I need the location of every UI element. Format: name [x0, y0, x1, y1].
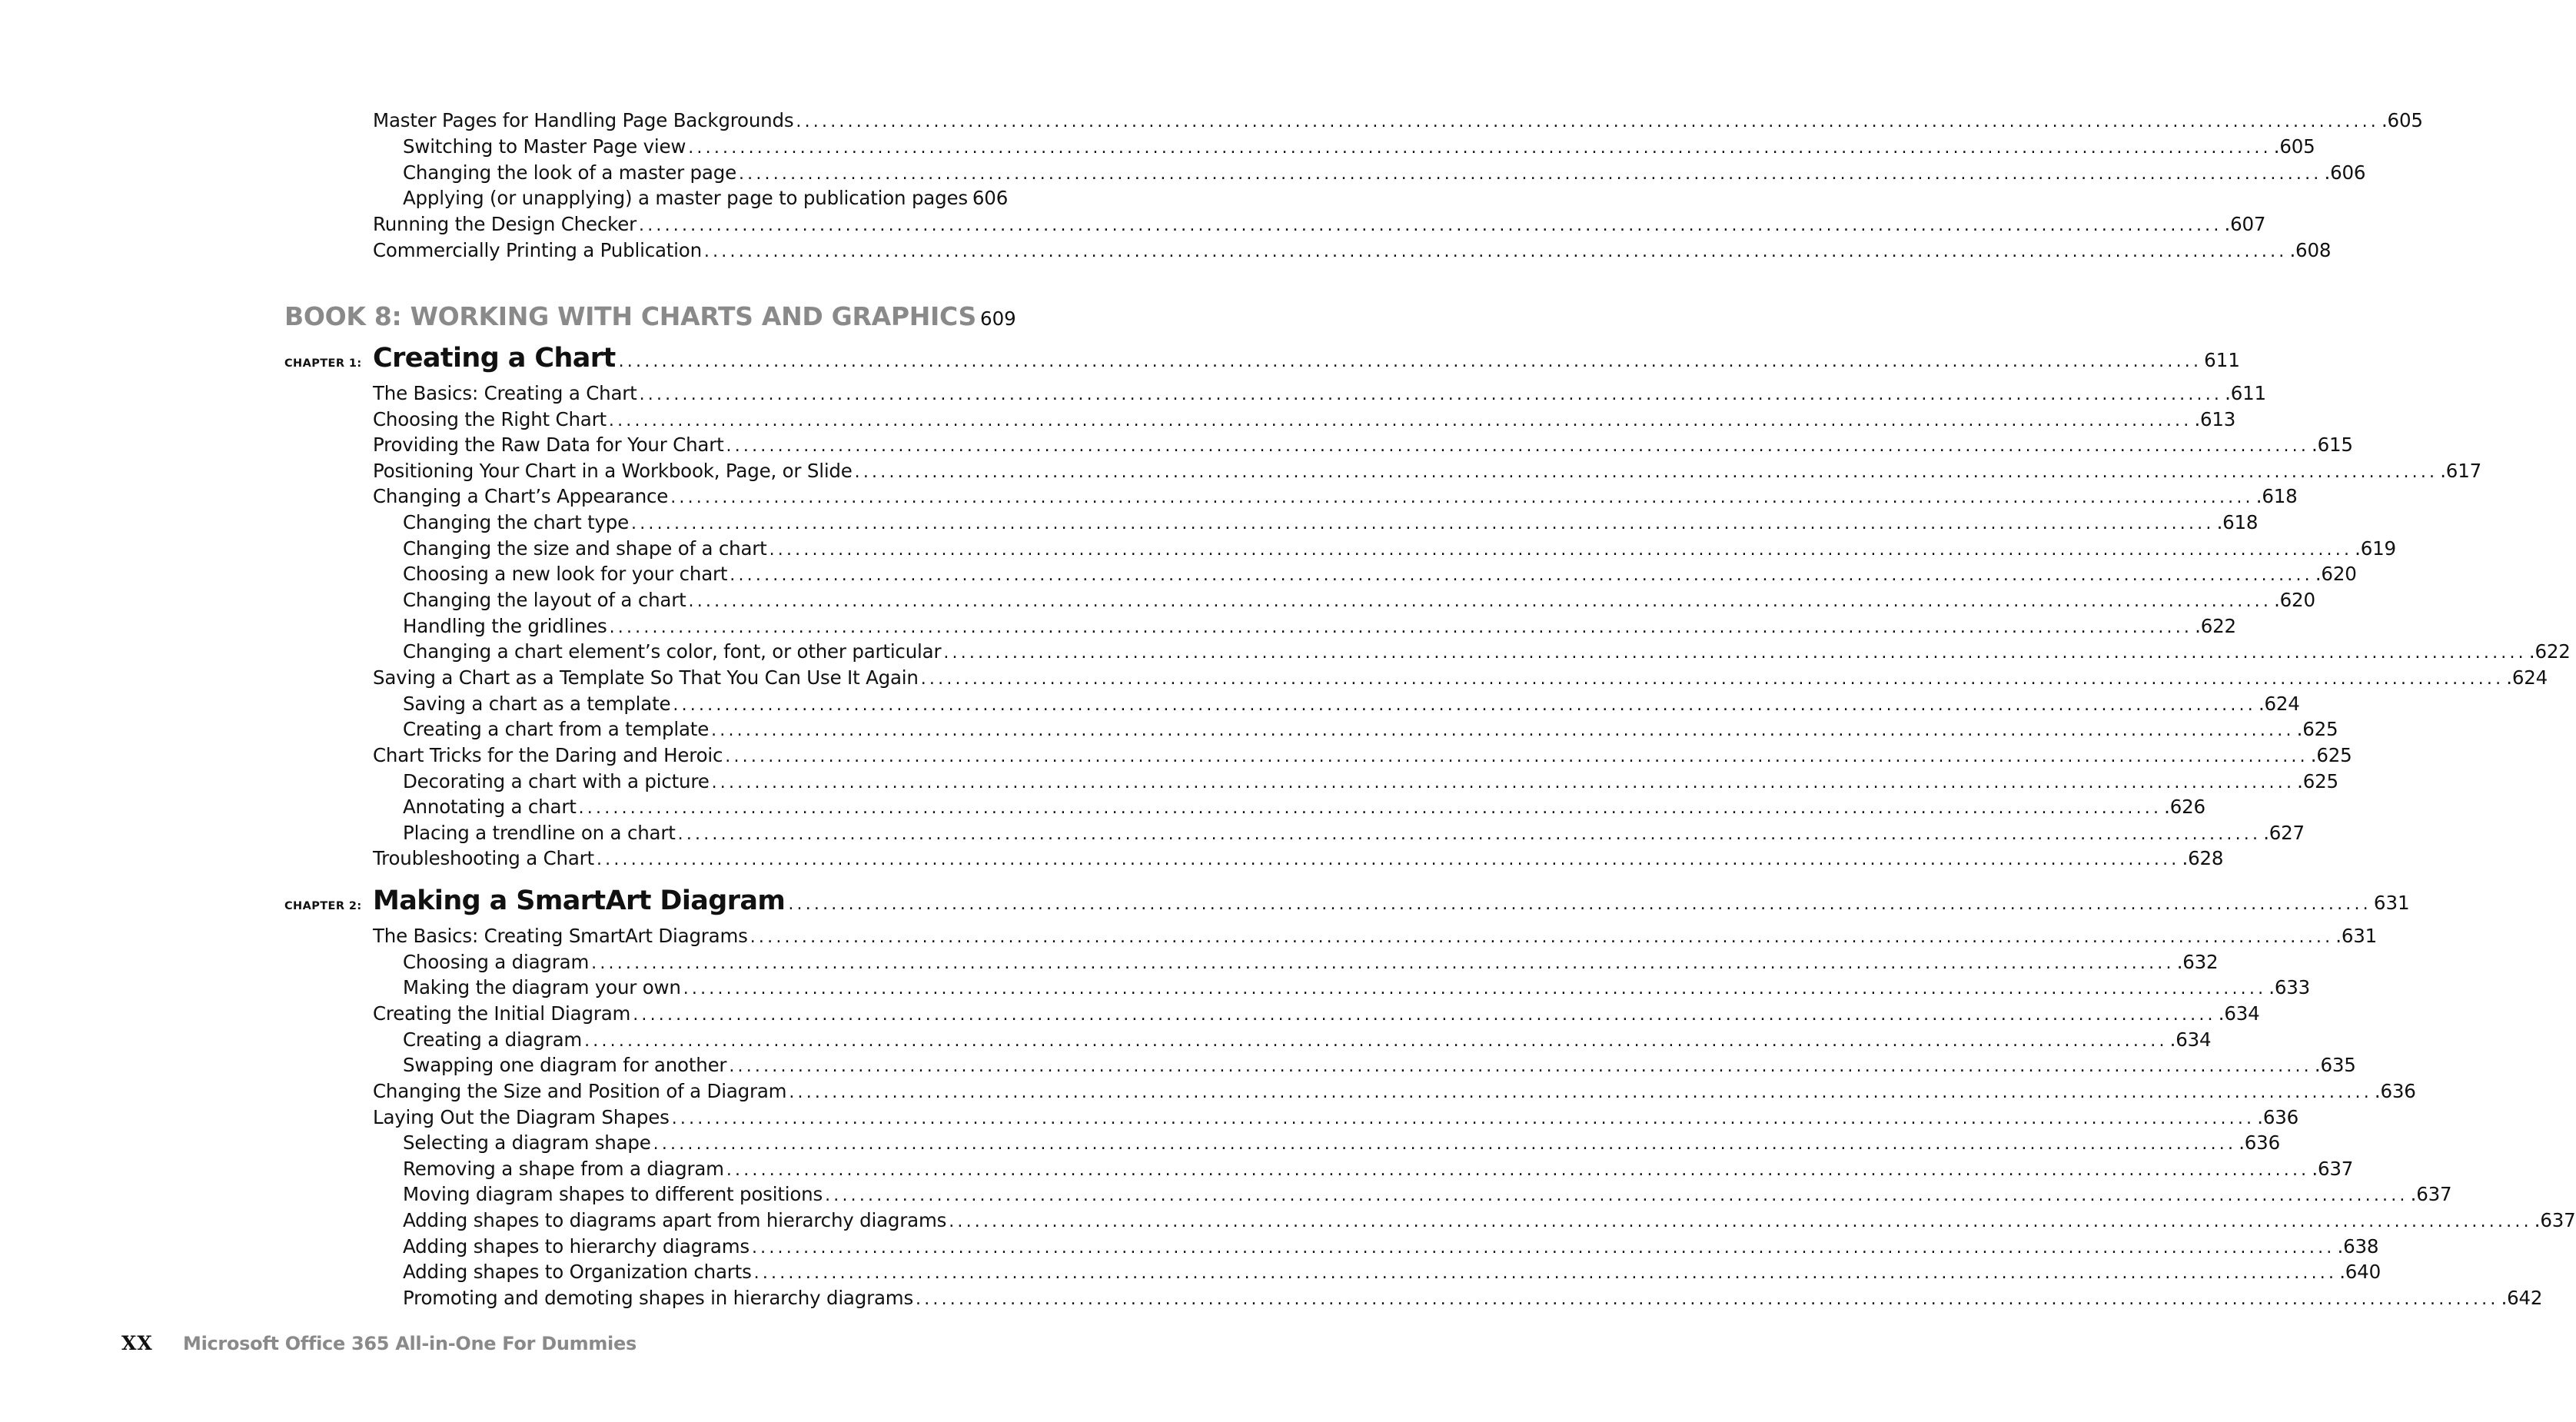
toc-entry-title: Placing a trendline on a chart	[403, 822, 676, 844]
chapter-title: Making a SmartArt Diagram	[373, 885, 786, 916]
toc-entry-title: Removing a shape from a diagram	[403, 1158, 724, 1180]
dot-leader: ........................................................................................................................................................................................	[949, 1212, 2532, 1231]
toc-entry	[373, 434, 2353, 459]
dot-leader: ........................................................................................................................................................................................	[639, 385, 2223, 404]
dot-leader: ........................................................................................................................................................................................	[730, 566, 2313, 585]
toc-entry-title: Selecting a diagram shape	[403, 1131, 651, 1154]
toc-entry-title: Handling the gridlines	[403, 615, 607, 637]
dot-leader: ........................................................................................................................................................................................	[916, 1290, 2499, 1309]
toc-entry-page: .613	[2194, 408, 2236, 430]
toc-entry-title: Creating a diagram	[403, 1028, 583, 1051]
toc-entry	[403, 1183, 2452, 1208]
dot-leader: ........................................................................................................................................................................................	[711, 773, 2295, 792]
dot-leader: ........................................................................................................................................................................................	[688, 592, 2272, 611]
dot-leader: ........................................................................................................................................................................................	[789, 1083, 2372, 1102]
toc-entry-title: Decorating a chart with a picture	[403, 770, 710, 792]
dot-leader: ........................................................................................................................................................................................	[596, 850, 2180, 869]
toc-entry	[403, 563, 2357, 588]
running-book-title: Microsoft Office 365 All-in-One For Dummies	[183, 1333, 637, 1354]
page-folio: XX	[121, 1332, 153, 1354]
dot-leader: ........................................................................................................................................................................................	[726, 1161, 2310, 1180]
toc-entry-title: Changing the look of a master page	[403, 161, 736, 184]
toc-entry-page: .619	[2355, 537, 2396, 560]
toc-entry-title: Changing the Size and Position of a Diagram	[373, 1080, 787, 1102]
toc-entry-title: Making the diagram your own	[403, 976, 681, 998]
toc-entry-page: .634	[2169, 1028, 2212, 1051]
toc-entry-page: .622	[2528, 640, 2571, 663]
toc-entry-title: Changing the size and shape of a chart	[403, 537, 767, 560]
toc-entry	[373, 213, 2266, 238]
toc-entry-title: Choosing a new look for your chart	[403, 563, 728, 585]
toc-entry-page: .605	[2381, 109, 2423, 131]
toc-entry	[403, 1261, 2381, 1286]
dot-leader: ........................................................................................................................................................................................	[584, 1032, 2168, 1051]
dot-leader: ........................................................................................................................................................................................	[751, 1238, 2335, 1258]
toc-entry-page: .627	[2263, 822, 2305, 844]
toc-entry-page: .634	[2218, 1002, 2260, 1025]
toc-entry-page: .620	[2274, 589, 2315, 611]
toc-entry-page: .606	[2324, 161, 2366, 184]
dot-leader: ........................................................................................................................................................................................	[750, 928, 2334, 947]
toc-entry-title: Saving a Chart as a Template So That You Can Use It Again	[373, 666, 919, 689]
toc-entry-page: .622	[2195, 615, 2236, 637]
toc-entry-title: Providing the Raw Data for Your Chart	[373, 434, 724, 456]
toc-entry-title: The Basics: Creating a Chart	[373, 382, 637, 404]
dot-leader: ........................................................................................................................................................................................	[920, 669, 2505, 689]
toc-entry-title: Saving a chart as a template	[403, 693, 671, 715]
toc-entry-page: .624	[2258, 693, 2300, 715]
dot-leader: ........................................................................................................................................................................................	[677, 825, 2262, 844]
chapter-label: CHAPTER 2:	[284, 900, 362, 912]
toc-entry-title: Choosing the Right Chart	[373, 408, 607, 430]
toc-entry	[403, 796, 2205, 821]
toc-entry-page: .635	[2314, 1054, 2356, 1076]
toc-entry	[373, 239, 2332, 264]
toc-entry-page: .632	[2176, 951, 2219, 973]
toc-entry	[403, 770, 2338, 796]
dot-leader: ........................................................................................................................................................................................	[854, 463, 2438, 482]
toc-entry-title: Running the Design Checker	[373, 213, 637, 235]
toc-entry	[403, 135, 2315, 161]
toc-entry-page: 606	[972, 187, 1009, 209]
toc-entry-page: .636	[2239, 1131, 2280, 1154]
toc-entry	[403, 1028, 2212, 1054]
toc-entry-title: Master Pages for Handling Page Backgrounds	[373, 109, 794, 131]
toc-entry-title: Creating the Initial Diagram	[373, 1002, 631, 1025]
toc-entry	[403, 1235, 2379, 1261]
chapter-heading	[284, 343, 2240, 380]
toc-entry	[403, 1054, 2356, 1079]
dot-leader: ........................................................................................................................................................................................	[618, 352, 2202, 371]
toc-entry-title: Changing a Chart’s Appearance	[373, 485, 669, 507]
dot-leader: ........................................................................................................................................................................................	[943, 643, 2527, 663]
toc-entry	[373, 1106, 2299, 1131]
toc-entry-page: .636	[2374, 1080, 2416, 1102]
toc-entry-page: .633	[2269, 976, 2311, 998]
toc-entry-title: Moving diagram shapes to different positions	[403, 1183, 823, 1205]
dot-leader: ........................................................................................................................................................................................	[633, 1005, 2216, 1025]
dot-leader: ........................................................................................................................................................................................	[671, 1109, 2255, 1128]
dot-leader: ........................................................................................................................................................................................	[726, 437, 2310, 456]
toc-entry	[373, 485, 2298, 510]
chapter-title: Creating a Chart	[373, 343, 616, 374]
toc-entry-page: .615	[2312, 434, 2353, 456]
dot-leader: ........................................................................................................................................................................................	[738, 164, 2322, 184]
toc-entry	[403, 511, 2259, 537]
dot-leader: ........................................................................................................................................................................................	[683, 979, 2267, 998]
toc-entry-title: Promoting and demoting shapes in hierarchy diagrams	[403, 1287, 914, 1309]
toc-entry-title: Applying (or unapplying) a master page to publication pages	[403, 187, 968, 209]
dot-leader: ........................................................................................................................................................................................	[608, 411, 2192, 430]
dot-leader: ........................................................................................................................................................................................	[591, 954, 2175, 973]
toc-entry-title: Chart Tricks for the Daring and Heroic	[373, 744, 723, 766]
toc-entry-page: .628	[2182, 847, 2224, 869]
toc-entry-page: .626	[2164, 796, 2205, 818]
dot-leader: ........................................................................................................................................................................................	[769, 540, 2353, 560]
dot-leader: ........................................................................................................................................................................................	[578, 799, 2162, 818]
toc-entry-page: .617	[2440, 460, 2481, 482]
toc-entry-title: Troubleshooting a Chart	[373, 847, 594, 869]
toc-entry	[403, 1209, 2576, 1234]
toc-entry	[373, 382, 2266, 407]
toc-entry-page: .608	[2289, 239, 2332, 261]
chapter-page: 631	[2373, 892, 2410, 914]
toc-entry-page: .618	[2216, 511, 2259, 533]
toc-entry-title: Laying Out the Diagram Shapes	[373, 1106, 670, 1128]
toc-entry-title: Positioning Your Chart in a Workbook, Page, or Slide	[373, 460, 853, 482]
toc-entry-page: .642	[2501, 1287, 2543, 1309]
toc-entry-page: .636	[2257, 1106, 2299, 1128]
toc-entry-page: .605	[2273, 135, 2315, 158]
toc-entry-page: .625	[2296, 718, 2338, 740]
toc-entry	[373, 1002, 2260, 1028]
dot-leader: ........................................................................................................................................................................................	[788, 895, 2372, 914]
dot-leader: ........................................................................................................................................................................................	[725, 747, 2308, 766]
toc-entry-page: .611	[2225, 382, 2266, 404]
dot-leader: ........................................................................................................................................................................................	[609, 618, 2193, 637]
toc-entry-page: .637	[2534, 1209, 2576, 1231]
toc-entry-title: Changing a chart element’s color, font, or other particular	[403, 640, 942, 663]
toc-entry-title: Adding shapes to hierarchy diagrams	[403, 1235, 750, 1258]
toc-entry-page: .625	[2297, 770, 2338, 792]
toc-entry-page: .624	[2506, 666, 2548, 689]
dot-leader: ........................................................................................................................................................................................	[688, 138, 2272, 158]
dot-leader: ........................................................................................................................................................................................	[670, 488, 2254, 507]
toc-entry-title: Changing the layout of a chart	[403, 589, 686, 611]
toc-entry-title: Switching to Master Page view	[403, 135, 686, 158]
toc-entry	[403, 1131, 2280, 1157]
toc-entry	[373, 1080, 2416, 1105]
toc-entry	[403, 589, 2315, 614]
toc-entry	[403, 1287, 2543, 1312]
toc-entry-page: .631	[2335, 925, 2378, 947]
toc-entry-title: Changing the chart type	[403, 511, 630, 533]
toc-entry	[373, 666, 2548, 692]
toc-entry-title: The Basics: Creating SmartArt Diagrams	[373, 925, 748, 947]
toc-entry	[373, 925, 2378, 950]
toc-entry	[373, 109, 2423, 135]
dot-leader: ........................................................................................................................................................................................	[703, 242, 2288, 261]
dot-leader: ........................................................................................................................................................................................	[729, 1057, 2312, 1076]
toc-entry-title: Adding shapes to Organization charts	[403, 1261, 752, 1283]
dot-leader: ........................................................................................................................................................................................	[796, 112, 2379, 131]
toc-entry	[403, 951, 2219, 976]
toc-entry-title: Creating a chart from a template	[403, 718, 710, 740]
toc-entry	[403, 537, 2396, 563]
toc-entry-page: .638	[2337, 1235, 2379, 1258]
toc-entry	[403, 640, 2571, 666]
toc-entry	[373, 408, 2236, 434]
book-page: 609	[980, 307, 1016, 330]
toc-entry-page: .637	[2410, 1183, 2452, 1205]
dot-leader: ........................................................................................................................................................................................	[673, 696, 2256, 715]
toc-entry-title: Annotating a chart	[403, 796, 577, 818]
dot-leader: ........................................................................................................................................................................................	[653, 1135, 2237, 1154]
toc-entry-page: .637	[2312, 1158, 2354, 1180]
toc-entry	[373, 460, 2481, 485]
toc-entry-page: .620	[2315, 563, 2357, 585]
toc-entry	[403, 161, 2366, 187]
toc-entry-title: Adding shapes to diagrams apart from hierarchy diagrams	[403, 1209, 947, 1231]
dot-leader: ........................................................................................................................................................................................	[711, 721, 2295, 740]
book-heading	[284, 301, 1016, 335]
toc-entry-page: .625	[2310, 744, 2352, 766]
toc-entry	[403, 187, 1009, 212]
toc-entry	[403, 615, 2236, 640]
dot-leader: ........................................................................................................................................................................................	[631, 514, 2215, 533]
toc-entry-title: Swapping one diagram for another	[403, 1054, 727, 1076]
toc-entry-title: Choosing a diagram	[403, 951, 590, 973]
chapter-page: 611	[2204, 349, 2240, 371]
toc-entry-page: .618	[2255, 485, 2298, 507]
toc-entry-page: .607	[2224, 213, 2266, 235]
toc-entry-page: .640	[2339, 1261, 2381, 1283]
dot-leader: ........................................................................................................................................................................................	[825, 1186, 2408, 1205]
page-footer	[121, 1332, 637, 1354]
toc-entry	[403, 718, 2338, 743]
chapter-label: CHAPTER 1:	[284, 357, 362, 370]
toc-entry	[403, 693, 2300, 718]
dot-leader: ........................................................................................................................................................................................	[753, 1264, 2338, 1283]
book-title: BOOK 8: WORKING WITH CHARTS AND GRAPHICS	[284, 301, 976, 331]
toc-entry	[403, 822, 2305, 847]
toc-entry-title: Commercially Printing a Publication	[373, 239, 702, 261]
toc-entry	[373, 847, 2224, 872]
toc-entry	[403, 976, 2311, 1002]
chapter-heading	[284, 885, 2410, 922]
dot-leader: ........................................................................................................................................................................................	[639, 216, 2222, 235]
toc-entry	[403, 1158, 2354, 1183]
toc-entry	[373, 744, 2352, 769]
